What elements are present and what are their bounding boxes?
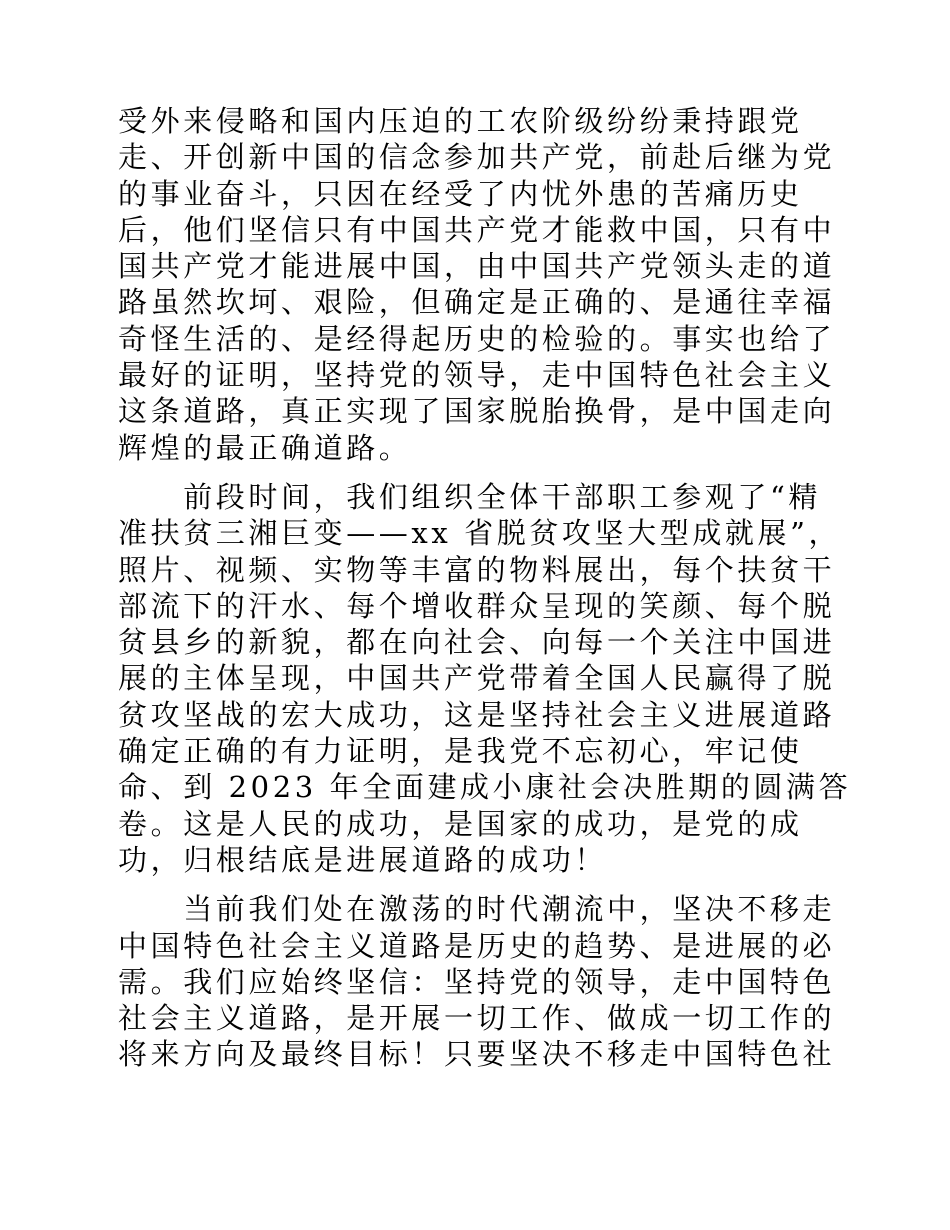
text-line: 确定正确的有力证明，是我党不忘初心，牢记使 [118, 734, 803, 769]
paragraph-3 [118, 891, 834, 1072]
text-line: 照片、视频、实物等丰富的物料展出，每个扶贫干 [118, 552, 836, 587]
text-line: 部流下的汗水、每个增收群众呈现的笑颜、每个脱 [118, 588, 836, 623]
text-line: 最好的证明，坚持党的领导，走中国特色社会主义 [118, 358, 836, 393]
text-line: 中国特色社会主义道路是历史的趋势、是进展的必 [118, 928, 836, 963]
text-line: 贫县乡的新貌，都在向社会、向每一个关注中国进 [118, 625, 836, 660]
text-line: 将来方向及最终目标！只要坚决不移走中国特色社 [118, 1037, 836, 1072]
text-line: 这条道路，真正实现了国家脱胎换骨，是中国走向 [118, 394, 836, 429]
text-line: 奇怪生活的、是经得起历史的检验的。事实也给了 [118, 321, 836, 356]
text-line: 当前我们处在激荡的时代潮流中，坚决不移走 [118, 892, 836, 927]
text-line: 前段时间，我们组织全体干部职工参观了“精 [118, 479, 822, 514]
text-line: 走、开创新中国的信念参加共产党，前赴后继为党 [118, 140, 836, 175]
text-line: 贫攻坚战的宏大成功，这是坚持社会主义进展道路 [118, 697, 836, 732]
text-line: 后，他们坚信只有中国共产党才能救中国，只有中 [118, 212, 836, 247]
paragraph-2 [118, 479, 852, 878]
text-line: 需。我们应始终坚信：坚持党的领导，走中国特色 [118, 964, 836, 999]
text-line: 国共产党才能进展中国，由中国共产党领头走的道 [118, 249, 836, 284]
text-line: 卷。这是人民的成功，是国家的成功，是党的成 [118, 806, 803, 841]
text-line: 路虽然坎坷、艰险，但确定是正确的、是通往幸福 [118, 285, 836, 320]
text-line: 命、到 2023 年全面建成小康社会决胜期的圆满答 [118, 770, 852, 805]
text-line: 社会主义道路，是开展一切工作、做成一切工作的 [118, 1001, 836, 1036]
text-line: 功，归根结底是进展道路的成功！ [118, 842, 608, 877]
text-line: 展的主体呈现，中国共产党带着全国人民赢得了脱 [118, 661, 836, 696]
text-line: 辉煌的最正确道路。 [118, 430, 412, 465]
text-line: 的事业奋斗，只因在经受了内忧外患的苦痛历史 [118, 176, 803, 211]
paragraph-1 [118, 103, 834, 466]
document-body [118, 103, 852, 1073]
text-line: 准扶贫三湘巨变——xx 省脱贫攻坚大型成就展”， [118, 516, 842, 551]
text-line: 受外来侵略和国内压迫的工农阶级纷纷秉持跟党 [118, 104, 803, 138]
